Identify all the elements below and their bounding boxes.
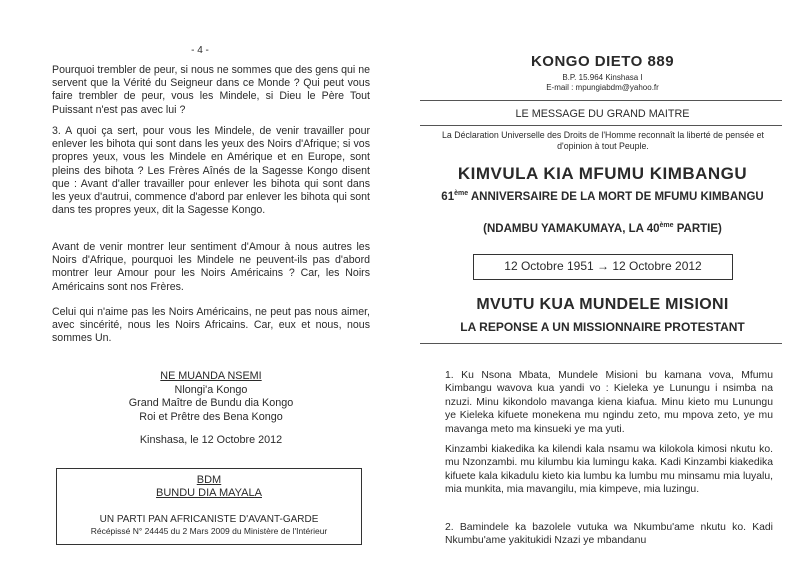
page-number: - 4 -: [191, 45, 209, 56]
signature-line-3: Roi et Prêtre des Bena Kongo: [139, 410, 283, 423]
signature-name: NE MUANDA NSEMI: [160, 370, 262, 382]
postal-box: B.P. 15.964 Kinshasa I: [562, 73, 643, 82]
reponse-subtitle: LA REPONSE A UN MISSIONNAIRE PROTESTANT: [460, 320, 745, 334]
bdm-box: [56, 468, 362, 545]
paragraph-4: Celui qui n'aime pas les Noirs Américains, ne peut pas nous aimer, avec sincérité, nous les Noirs Africains. Car, eux et nous, nous sommes Un.: [52, 306, 370, 345]
divider-top: [420, 100, 782, 101]
ndambu-line: [405, 222, 800, 235]
ndambu-text-b: PARTIE): [673, 222, 722, 235]
paragraph-2: 3. A quoi ça sert, pour vous les Mindele, de venir travailler pour enlever les bihota qui sont dans les yeux des Noirs d'Afrique; si vos propres yeux, vous les Mindele en Amérique et en Europe, sont pleins des bihota ? Les Frères Aînés de la Sagesse Kongo disent que : Avant d'aller travailler pour enlever les bihota qui sont dans les yeux d'autrui, commence d'abord par enlever les bihota qui sont dans tes propres yeux, dit la Sagesse Kongo.: [52, 125, 370, 217]
email-address: E-mail : mpungiabdm@yahoo.fr: [546, 83, 659, 92]
mvutu-title: MVUTU KUA MUNDELE MISIONI: [476, 296, 729, 313]
kikongo-paragraph-3: 2. Bamindele ka bazolele vutuka wa Nkumbu'ame nkutu ko. Kadi Nkumbu'ame yakitukidi Nzazi ye mbandanu: [445, 522, 773, 547]
declaration-text: La Déclaration Universelle des Droits de l'Homme reconnaît la liberté de pensée et d'opinion à tout Peuple.: [442, 130, 764, 151]
bdm-name: BUNDU DIA MAYALA: [156, 487, 262, 499]
kikongo-paragraph-1: 1. Ku Nsona Mbata, Mundele Misioni bu kamana vova, Mfumu Kimbangu wavova kua yandi vo : Kieleka ye Lunungu i nsimba na nzuzi. Minu kikondolo mavanga kiena kiafua. Minu kieto mu Lunungu ye Kieleka kifuete monekena mu ngindu zeto, mu mpova zeto, ye mu mavanga meto ma kinsueki ye ma yuti.: [445, 370, 773, 435]
ndambu-suffix: ème: [659, 222, 674, 229]
ndambu-text-a: (NDAMBU YAMAKUMAYA, LA 40: [483, 222, 660, 235]
right-page: [405, 0, 800, 581]
anniversary-suffix: ème: [454, 190, 469, 197]
bdm-title: BDM: [196, 474, 222, 486]
publication-title: KONGO DIETO 889: [530, 53, 675, 70]
anniversary-number: 61: [441, 190, 455, 203]
kikongo-paragraph-2: Kinzambi kiakedika ka kilendi kala nsamu wa kilokola kimosi nkutu ko. mu Nzonzambi. mu kilumbu kia lumingu kaka. Kadi Kinzambi kiakedika kifuete kala kikadulu kieto kia lumbu ka lumbu mu minsamu mia luyalu, mia munkita, mia mavangilu, mia kimpeve, mia luzingu.: [445, 444, 773, 496]
anniversary-line: [405, 190, 800, 203]
signature-line-1: Nlongi'a Kongo: [174, 383, 248, 396]
bdm-slogan: UN PARTI PAN AFRICANISTE D'AVANT-GARDE: [99, 514, 319, 525]
place-date: Kinshasa, le 12 Octobre 2012: [139, 434, 283, 446]
bdm-receipt: Récépissé N° 24445 du 2 Mars 2009 du Ministère de l'Intérieur: [90, 526, 328, 536]
message-header: LE MESSAGE DU GRAND MAITRE: [515, 108, 690, 120]
divider-bottom: [420, 125, 782, 126]
date-range-box: 12 Octobre 1951 → 12 Octobre 2012: [473, 254, 733, 280]
paragraph-3: Avant de venir montrer leur sentiment d'Amour à nous autres les Noirs d'Afrique, pourquoi les Mindele ne peuvent-ils pas d'abord montrer leur Amour pour les Noirs Américains ? Car, les Noirs Américains sont nos Frères.: [52, 241, 370, 293]
kimvula-title: KIMVULA KIA MFUMU KIMBANGU: [457, 164, 748, 183]
paragraph-1: Pourquoi trembler de peur, si nous ne sommes que des gens qui ne servent que la Vérité du Seigneur dans ce Monde ? Qui peut vous faire trembler de peur, vous les Mindele, si Dieu le Père Tout Puissant n'est pas avec lui ?: [52, 64, 371, 116]
divider-section: [420, 343, 782, 344]
anniversary-text: ANNIVERSAIRE DE LA MORT DE MFUMU KIMBANGU: [468, 190, 764, 203]
signature-block: [52, 370, 370, 424]
signature-line-2: Grand Maître de Bundu dia Kongo: [128, 397, 294, 409]
